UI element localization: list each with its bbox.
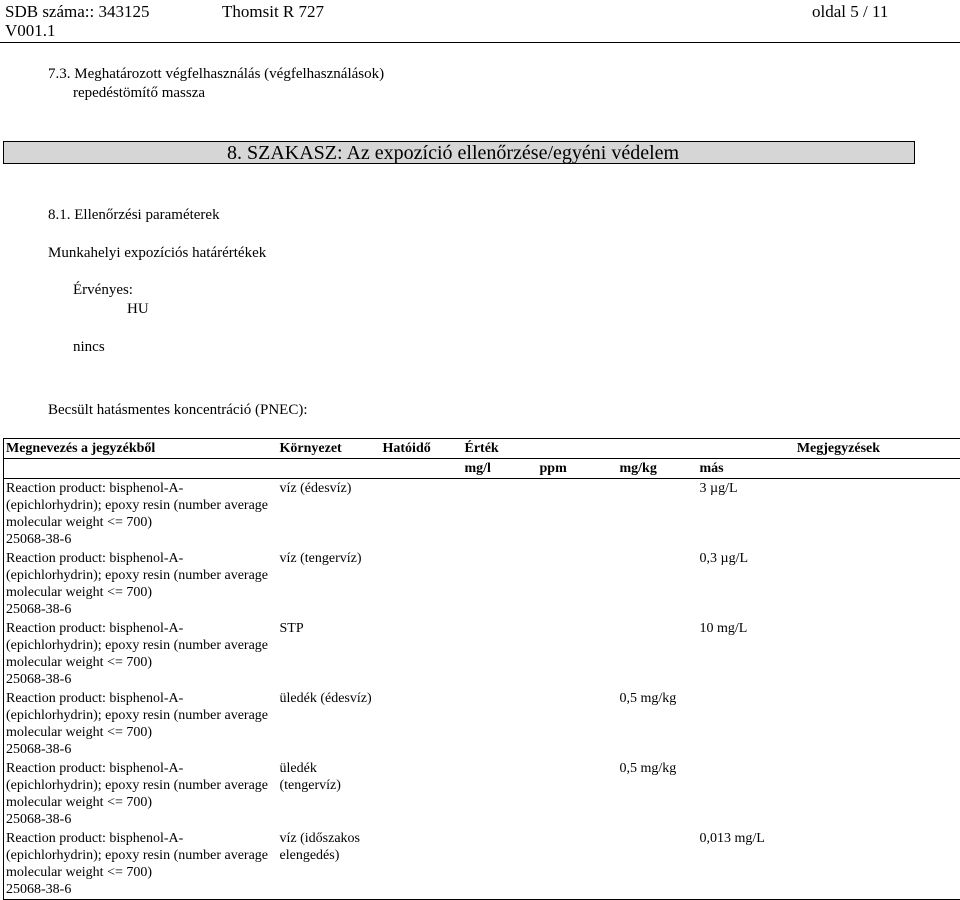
cell-mgl bbox=[463, 689, 538, 759]
cell-remarks bbox=[778, 479, 960, 550]
cell-other bbox=[698, 689, 778, 759]
subheader-empty bbox=[778, 459, 960, 479]
substance-cell bbox=[4, 829, 278, 900]
cell-remarks bbox=[778, 549, 960, 619]
cell-mgkg: 0,5 mg/kg bbox=[618, 689, 698, 759]
subheader-empty bbox=[381, 459, 463, 479]
subsection-7-3-text: repedéstömítő massza bbox=[73, 84, 205, 103]
valid-label: Érvényes: bbox=[73, 281, 133, 300]
pnec-table bbox=[3, 438, 960, 900]
cell-remarks bbox=[778, 619, 960, 689]
cell-mgl bbox=[463, 479, 538, 550]
exposure-limits-title: Munkahelyi expozíciós határértékek bbox=[48, 244, 266, 263]
cell-ppm bbox=[538, 689, 618, 759]
table-row bbox=[4, 759, 960, 829]
substance-name: Reaction product: bisphenol-A-(epichlorhydrin); epoxy resin (number average molecular weight <= 700) bbox=[6, 620, 276, 671]
subsection-8-1-title: 8.1. Ellenőrzési paraméterek bbox=[48, 206, 220, 225]
product-name: Thomsit R 727 bbox=[222, 2, 324, 22]
none-text: nincs bbox=[73, 338, 105, 357]
header-remarks: Megjegyzések bbox=[778, 439, 960, 459]
header-duration: Hatóidő bbox=[381, 439, 463, 459]
pnec-title: Becsült hatásmentes koncentráció (PNEC): bbox=[48, 401, 308, 420]
cell-mgl bbox=[463, 549, 538, 619]
valid-country: HU bbox=[127, 300, 149, 319]
substance-name: Reaction product: bisphenol-A-(epichlorhydrin); epoxy resin (number average molecular weight <= 700) bbox=[6, 690, 276, 741]
cell-remarks bbox=[778, 689, 960, 759]
cell-duration bbox=[381, 479, 463, 550]
cell-duration bbox=[381, 759, 463, 829]
cell-other: 10 mg/L bbox=[698, 619, 778, 689]
table-row bbox=[4, 619, 960, 689]
cell-environment: víz (időszakos elengedés) bbox=[278, 829, 381, 900]
substance-cell bbox=[4, 759, 278, 829]
section-8-title: 8. SZAKASZ: Az expozíció ellenőrzése/egyéni védelem bbox=[227, 142, 679, 165]
header-divider bbox=[0, 42, 960, 43]
cell-mgkg bbox=[618, 479, 698, 550]
substance-name: Reaction product: bisphenol-A-(epichlorhydrin); epoxy resin (number average molecular weight <= 700) bbox=[6, 760, 276, 811]
table-row bbox=[4, 689, 960, 759]
cell-remarks bbox=[778, 759, 960, 829]
cell-other bbox=[698, 759, 778, 829]
cas-number: 25068-38-6 bbox=[6, 671, 276, 688]
cas-number: 25068-38-6 bbox=[6, 531, 276, 548]
cell-mgl bbox=[463, 759, 538, 829]
cell-mgkg bbox=[618, 829, 698, 900]
substance-name: Reaction product: bisphenol-A-(epichlorhydrin); epoxy resin (number average molecular weight <= 700) bbox=[6, 550, 276, 601]
cell-environment: víz (édesvíz) bbox=[278, 479, 381, 550]
cell-mgl bbox=[463, 829, 538, 900]
cell-other: 3 µg/L bbox=[698, 479, 778, 550]
substance-name: Reaction product: bisphenol-A-(epichlorhydrin); epoxy resin (number average molecular weight <= 700) bbox=[6, 830, 276, 881]
cell-mgkg bbox=[618, 619, 698, 689]
cell-environment: üledék (édesvíz) bbox=[278, 689, 381, 759]
cell-duration bbox=[381, 689, 463, 759]
cell-mgl bbox=[463, 619, 538, 689]
cas-number: 25068-38-6 bbox=[6, 881, 276, 898]
cell-mgkg: 0,5 mg/kg bbox=[618, 759, 698, 829]
cell-ppm bbox=[538, 549, 618, 619]
header-name: Megnevezés a jegyzékből bbox=[4, 439, 278, 459]
cell-other: 0,3 µg/L bbox=[698, 549, 778, 619]
section-8-header bbox=[3, 141, 915, 164]
substance-cell bbox=[4, 689, 278, 759]
cell-mgkg bbox=[618, 549, 698, 619]
header-environment: Környezet bbox=[278, 439, 381, 459]
version: V001.1 bbox=[5, 21, 56, 41]
cell-ppm bbox=[538, 759, 618, 829]
table-row bbox=[4, 479, 960, 550]
cell-duration bbox=[381, 549, 463, 619]
cell-remarks bbox=[778, 829, 960, 900]
cell-environment: üledék (tengervíz) bbox=[278, 759, 381, 829]
table-row bbox=[4, 829, 960, 900]
cas-number: 25068-38-6 bbox=[6, 601, 276, 618]
subheader-mgl: mg/l bbox=[463, 459, 538, 479]
cell-ppm bbox=[538, 829, 618, 900]
subsection-7-3-title: 7.3. Meghatározott végfelhasználás (végfelhasználások) bbox=[48, 65, 384, 84]
substance-cell bbox=[4, 479, 278, 550]
substance-cell bbox=[4, 619, 278, 689]
substance-cell bbox=[4, 549, 278, 619]
cell-environment: víz (tengervíz) bbox=[278, 549, 381, 619]
subheader-empty bbox=[278, 459, 381, 479]
cell-ppm bbox=[538, 619, 618, 689]
cell-ppm bbox=[538, 479, 618, 550]
cell-duration bbox=[381, 619, 463, 689]
subheader-other: más bbox=[698, 459, 778, 479]
cell-environment: STP bbox=[278, 619, 381, 689]
table-row bbox=[4, 549, 960, 619]
cas-number: 25068-38-6 bbox=[6, 811, 276, 828]
header-value: Érték bbox=[463, 439, 778, 459]
substance-name: Reaction product: bisphenol-A-(epichlorhydrin); epoxy resin (number average molecular weight <= 700) bbox=[6, 480, 276, 531]
subheader-mgkg: mg/kg bbox=[618, 459, 698, 479]
sds-number: SDB száma:: 343125 bbox=[5, 2, 150, 22]
subheader-empty bbox=[4, 459, 278, 479]
cas-number: 25068-38-6 bbox=[6, 741, 276, 758]
subheader-ppm: ppm bbox=[538, 459, 618, 479]
page-number: oldal 5 / 11 bbox=[812, 2, 888, 22]
cell-other: 0,013 mg/L bbox=[698, 829, 778, 900]
cell-duration bbox=[381, 829, 463, 900]
